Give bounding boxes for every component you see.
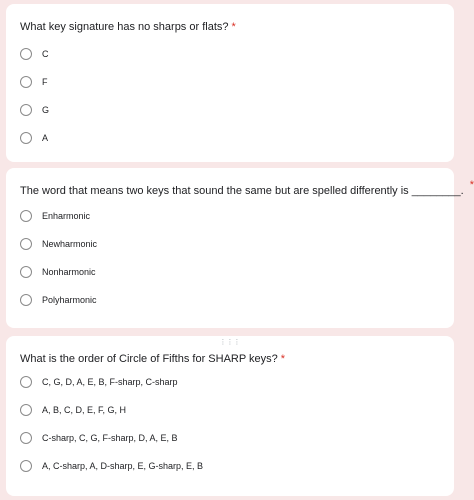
radio-button[interactable] (20, 76, 32, 88)
required-asterisk: * (231, 21, 236, 33)
question-text: What key signature has no sharps or flats? (20, 21, 229, 33)
option-c[interactable] (20, 46, 49, 62)
question-card-2 (6, 168, 474, 328)
option-label: C-sharp, C, G, F-sharp, D, A, E, B (42, 433, 178, 443)
option-polyharmonic[interactable] (20, 292, 97, 308)
radio-button[interactable] (20, 104, 32, 116)
option-enharmonic[interactable] (20, 208, 90, 224)
option-label: Polyharmonic (42, 295, 97, 305)
option-2[interactable] (20, 402, 126, 418)
option-label: Nonharmonic (42, 267, 96, 277)
radio-button[interactable] (20, 404, 32, 416)
option-label: G (42, 105, 50, 115)
option-label: F (42, 77, 48, 87)
option-4[interactable] (20, 458, 203, 474)
option-g[interactable] (20, 102, 49, 118)
radio-button[interactable] (20, 294, 32, 306)
question-text: What is the order of Circle of Fifths for SHARP keys? (20, 353, 278, 365)
radio-button[interactable] (20, 376, 32, 388)
radio-button[interactable] (20, 210, 32, 222)
option-a[interactable] (20, 130, 48, 146)
radio-button[interactable] (20, 460, 32, 472)
required-asterisk: * (280, 353, 286, 365)
radio-button[interactable] (20, 432, 32, 444)
required-asterisk: * (469, 179, 474, 191)
option-newharmonic[interactable] (20, 236, 97, 252)
drag-dots-icon[interactable]: ⋮⋮⋮ (219, 338, 241, 346)
question-title-1 (20, 20, 442, 34)
radio-button[interactable] (20, 48, 32, 60)
question-card-3 (6, 336, 454, 496)
question-title-2 (20, 179, 474, 198)
radio-button[interactable] (20, 238, 32, 250)
option-label: Newharmonic (42, 239, 98, 249)
radio-button[interactable] (20, 132, 32, 144)
option-label: A, C-sharp, A, D-sharp, E, G-sharp, E, B (42, 461, 204, 471)
option-label: C, G, D, A, E, B, F-sharp, C-sharp (42, 377, 178, 387)
question-card-1 (6, 4, 454, 162)
option-nonharmonic[interactable] (20, 264, 96, 280)
option-3[interactable] (20, 430, 178, 446)
option-label: C (42, 49, 49, 59)
option-f[interactable] (20, 74, 48, 90)
option-1[interactable] (20, 374, 178, 390)
radio-button[interactable] (20, 266, 32, 278)
option-label: A (42, 133, 49, 143)
option-label: A, B, C, D, E, F, G, H (42, 405, 127, 415)
option-label: Enharmonic (42, 211, 91, 221)
question-text: The word that means two keys that sound the same but are spelled differently is ________. (20, 185, 464, 197)
question-title-3 (20, 352, 442, 366)
